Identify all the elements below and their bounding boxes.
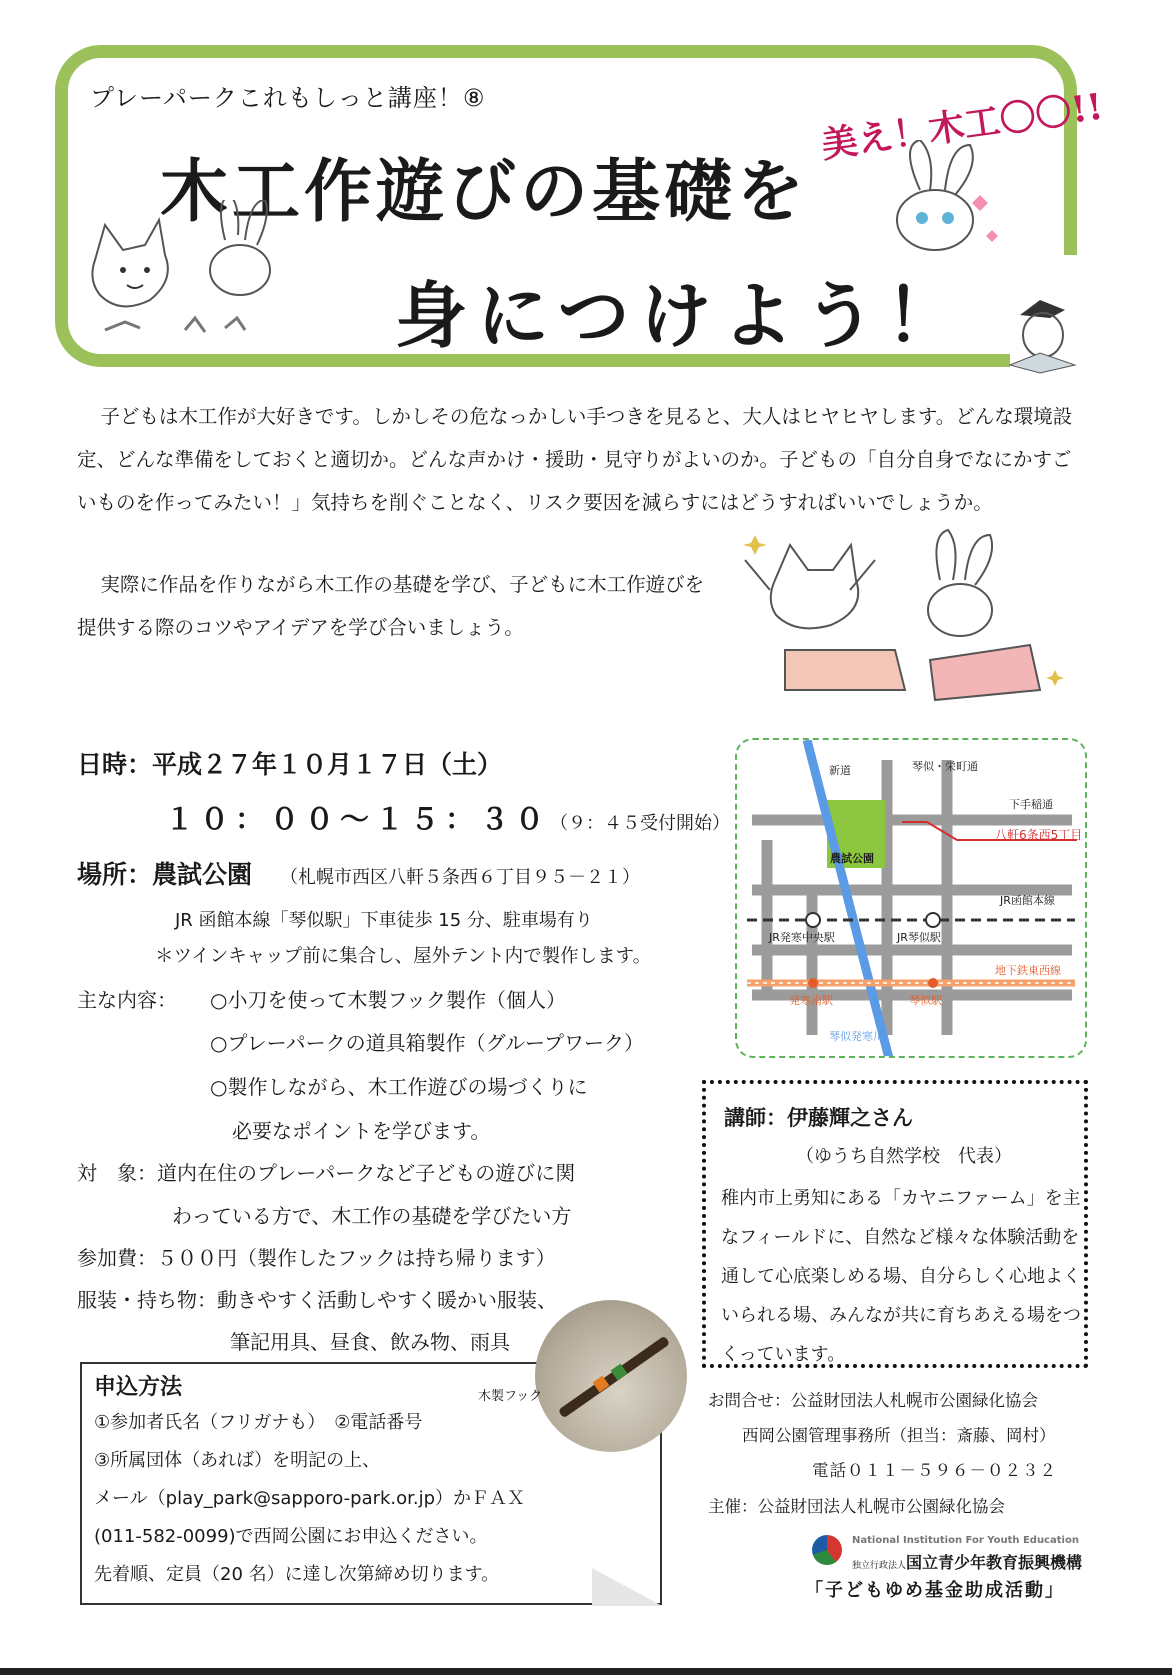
doodle-lettering: 美え！木工〇〇!! <box>818 85 1106 167</box>
cat-rabbit-illustration <box>75 200 305 350</box>
logo-english-name: National Institution For Youth Education <box>852 1535 1079 1546</box>
date-label: 日時：平成２７年１０月１７日（土） <box>77 750 503 779</box>
instructor-box <box>702 1080 1088 1368</box>
map-label-shindo: 新道 <box>829 764 851 777</box>
map-label-kotoni-jr: JR琴似駅 <box>897 931 941 944</box>
event-time: １０：００～１５：３０ <box>165 802 551 836</box>
fee-info: 参加費：５００円（製作したフックは持ち帰ります） <box>77 1246 556 1270</box>
map-label-kotoni-sakaemachi: 琴似・栄町通 <box>912 760 978 773</box>
wooden-hook-photo <box>535 1300 687 1452</box>
niye-logo-icon <box>812 1535 842 1565</box>
place-label: 場所：農試公園 <box>77 860 253 889</box>
kids-woodworking-illustration <box>725 520 1075 715</box>
owl-with-book-illustration <box>1005 275 1085 375</box>
place-row <box>77 855 640 891</box>
map-label-shimotebine: 下手稲通 <box>1009 798 1053 811</box>
map-label-subway: 地下鉄東西線 <box>995 964 1061 977</box>
logo-org-name: 国立青少年教育振興機構 <box>906 1553 1083 1572</box>
instructor-title <box>724 1102 913 1132</box>
content-item-2: ○プレーパークの道具箱製作（グループワーク） <box>210 1031 645 1055</box>
photo-caption: 木製フック <box>478 1389 543 1404</box>
contact-phone: 電話０１１－５９６－０２３２ <box>812 1461 1057 1480</box>
rabbit-illustration <box>860 140 1010 260</box>
application-title: 申込方法 <box>94 1375 183 1400</box>
map-label-hakken: 八軒6条西5丁目 <box>995 828 1083 842</box>
instructor-affiliation: （ゆうち自然学校 代表） <box>796 1146 1012 1167</box>
bottom-rule <box>0 1668 1172 1675</box>
instructor-bio <box>721 1179 1081 1374</box>
map-label-river: 琴似発寒川 <box>829 1030 884 1043</box>
instructor-label: 講師 <box>724 1106 766 1130</box>
application-email-fax: メール（play_park@sapporo-park.or.jp）かＦＡＸ <box>94 1488 526 1509</box>
map-label-hassamu-chuo: JR発寒中央駅 <box>769 931 835 944</box>
target-line-2: わっている方で、木工作の基礎を学びたい方 <box>172 1204 572 1228</box>
belongings-line-1: 服装・持ち物：動きやすく活動しやすく暖かい服装、 <box>77 1288 557 1312</box>
page-title-line2: 身につけよう！ <box>395 274 968 358</box>
fund-label: 「子どもゆめ基金助成活動」 <box>805 1580 1065 1601</box>
series-label: プレーパークこれもしっと講座！⑧ <box>90 84 486 112</box>
logo-japanese-name <box>852 1550 1082 1573</box>
application-box-page-curl <box>592 1568 662 1606</box>
content-item-1: ○小刀を使って木製フック製作（個人） <box>210 988 567 1012</box>
map-label-kotoni-subway: 琴似駅 <box>909 994 942 1007</box>
intro-text-2 <box>77 563 717 649</box>
organizer: 主催：公益財団法人札幌市公園緑化協会 <box>708 1497 1005 1516</box>
intro-paragraph-1: 子どもは木工作が大好きです。しかしその危なっかしい手つきを見ると、大人はヒヤヒヤします。どんな環境設定、どんな準備をしておくと適切か。どんな声かけ・援助・見守りがよいのか。子どもの「自分自身でなにかすごいものを作ってみたい！」気持ちを削ぐことなく、リスク要因を減らすにはどうすればいいでしょうか。 <box>77 405 1073 514</box>
map-label-jr-line: JR函館本線 <box>1000 894 1055 907</box>
content-item-3-cont: 必要なポイントを学びます。 <box>232 1119 491 1143</box>
page-title-line1: 木工作遊びの基礎を <box>160 153 809 232</box>
meeting-info: ＊ツインキャップ前に集合し、屋外テント内で製作します。 <box>155 946 652 967</box>
instructor-name: ：伊藤輝之さん <box>766 1106 913 1130</box>
time-row <box>165 797 730 838</box>
intro-text <box>77 395 1077 524</box>
application-line-2: ③所属団体（あれば）を明記の上、 <box>94 1450 381 1471</box>
access-map <box>735 738 1087 1058</box>
application-line-1: ①参加者氏名（フリガナも） ②電話番号 <box>94 1412 423 1433</box>
map-label-hassamu-minami: 発寒南駅 <box>789 994 833 1007</box>
belongings-line-2: 筆記用具、昼食、飲み物、雨具 <box>230 1330 510 1354</box>
map-label-park: 農試公園 <box>830 852 874 865</box>
target-line-1: 対 象：道内在住のプレーパークなど子どもの遊びに関 <box>77 1161 576 1185</box>
instructor-bio-text: 稚内市上勇知にある「カヤニファーム」を主なフィールドに、自然など様々な体験活動を通して心底楽しめる場、自分らしく心地よくいられる場、みんなが共に育ちあえる場をつくっています。 <box>721 1188 1081 1365</box>
intro-paragraph-2: 実際に作品を作りながら木工作の基礎を学び、子どもに木工作遊びを提供する際のコツやアイデアを学び合いましょう。 <box>77 573 705 639</box>
place-address: （札幌市西区八軒５条西６丁目９５－２１） <box>280 867 641 888</box>
access-info: JR 函館本線「琴似駅」下車徒歩 15 分、駐車場有り <box>175 910 593 931</box>
content-label: 主な内容： <box>77 988 177 1012</box>
application-deadline: 先着順、定員（20 名）に達し次第締め切ります。 <box>94 1564 500 1585</box>
contact-line-1: お問合せ：公益財団法人札幌市公園緑化協会 <box>708 1391 1038 1410</box>
contact-line-2: 西岡公園管理事務所（担当：斎藤、岡村） <box>742 1426 1056 1445</box>
reception-time: （９：４５受付開始） <box>550 813 731 834</box>
content-item-3: ○製作しながら、木工作遊びの場づくりに <box>210 1075 588 1099</box>
application-fax-number: (011-582-0099)で西岡公園にお申込ください。 <box>94 1526 488 1547</box>
logo-corp-type: 独立行政法人 <box>852 1561 907 1571</box>
